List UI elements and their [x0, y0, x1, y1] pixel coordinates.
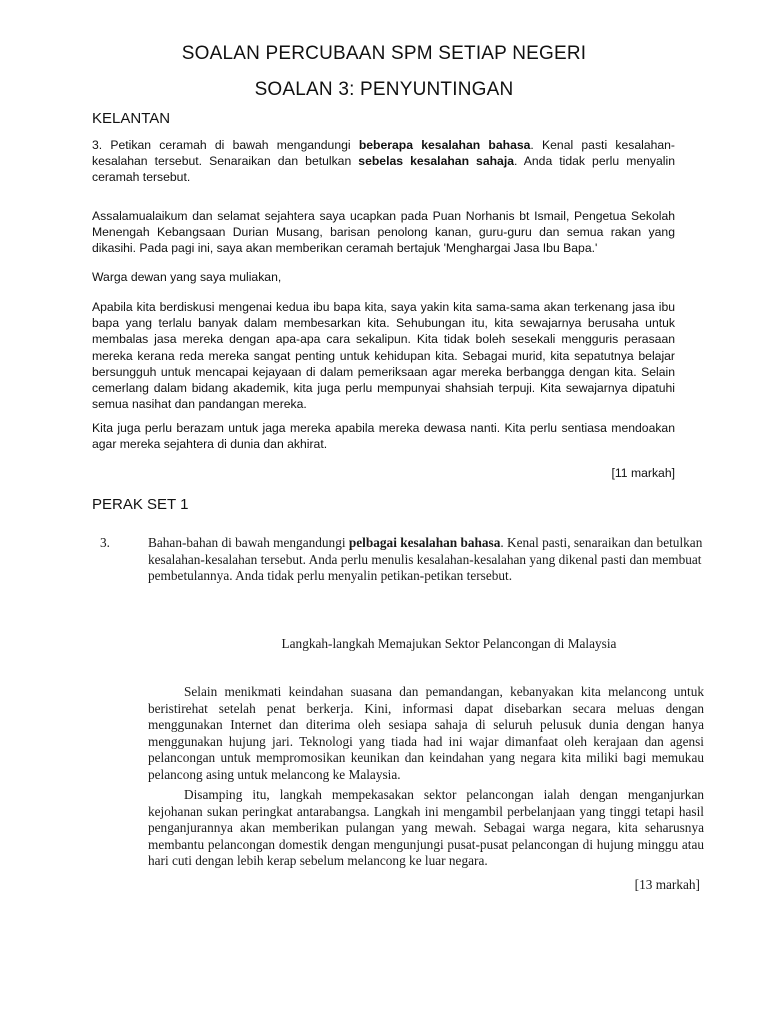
perak-paragraph-2: Disamping itu, langkah mempekasakan sektor pelancongan ialah dengan menganjurkan kejohanan sukan peringkat antarabangsa. Langkah ini mengambil perbelanjaan yang tinggi tetapi hasil penganjurannya akan memberikan pulangan yang mewah. Sebagai warga negara, kita seharusnya membantu pelancongan domestik dengan mengunjungi pusat-pusat pelancongan di hujung minggu atau hari cuti dengan lebih kerap sebelum melancong ke luar negara.: [148, 787, 704, 869]
document-subtitle: SOALAN 3: PENYUNTINGAN: [254, 79, 514, 100]
instruction-text: . Anda tidak perlu menyalin ceramah tersebut.: [92, 154, 675, 185]
kelantan-greeting-paragraph: Assalamualaikum dan selamat sejahtera saya ucapkan pada Puan Norhanis bt Ismail, Pengetua Sekolah Menengah Kebangsaan Durian Musang, barisan penolong kanan, guru-guru dan semua rakan yang dikasihi. Pada pagi ini, saya akan memberikan ceramah bertajuk 'Menghargai Jasa Ibu Bapa.': [92, 209, 675, 256]
perak-instruction: [148, 535, 708, 585]
instruction-text: . Kenal pasti, senaraikan dan betulkan kesalahan-kesalahan tersebut. Anda perlu menulis kesalahan-kesalahan yang dikenal pasti dan membuat pembetulannya. Anda tidak perlu menyalin petikan-petikan tersebut.: [148, 535, 703, 584]
kelantan-body-paragraph-1: Apabila kita berdiskusi mengenai kedua ibu bapa kita, saya yakin kita sama-sama akan terkenang jasa ibu bapa yang terlalu banyak dalam membesarkan kita. Sehubungan itu, kita sewajarnya berusaha untuk membalas jasa mereka dengan apa-apa cara sekalipun. Kita tidak boleh sesekali mengguris perasaan mereka kerana reda mereka sangat penting untuk kehidupan kita. Sebagai murid, kita sepatutnya belajar bersungguh untuk mencapai kejayaan di dalam pemeriksaan agar mereka berbangga dengan kita. Selain cemerlang dalam bidang akademik, kita juga perlu mempunyai shahsiah terpuji. Kita sewajarnya dipatuhi semua nasihat dan pandangan mereka.: [92, 300, 675, 412]
instruction-text: . Kenal pasti kesalahan-kesalahan tersebut. Senaraikan dan betulkan: [92, 138, 675, 169]
document-title: SOALAN PERCUBAAN SPM SETIAP NEGERI: [181, 43, 587, 64]
perak-paragraph-1: Selain menikmati keindahan suasana dan pemandangan, kebanyakan kita melancong untuk beristirehat setelah penat berkerja. Kini, informasi dapat disebarkan secara meluas dengan menggunakan Internet dan diterima oleh sesiapa sahaja di seluruh pelusuk dunia dengan hanya menggunakan hujung jari. Teknologi yang tiada had ini wajar dimanfaat oleh kerajaan dan agensi pelancongan untuk mempromosikan keunikan dan keindahan yang negara kita miliki bagi memukau pelancong asing untuk melancong ke Malaysia.: [148, 684, 704, 782]
perak-passage-title: Langkah-langkah Memajukan Sektor Pelancongan di Malaysia: [281, 636, 617, 651]
kelantan-instruction: [92, 137, 675, 186]
instruction-emphasis: sebelas kesalahan sahaja: [358, 154, 514, 169]
kelantan-body-paragraph-2: Kita juga perlu berazam untuk jaga mereka apabila mereka dewasa nanti. Kita perlu sentiasa mendoakan agar mereka sejahtera di dunia dan akhirat.: [92, 421, 675, 452]
instruction-text: Bahan-bahan di bawah mengandungi: [148, 535, 349, 550]
perak-question-number: 3.: [100, 535, 110, 550]
kelantan-marks: [11 markah]: [611, 466, 675, 480]
instruction-emphasis: pelbagai kesalahan bahasa: [348, 535, 501, 550]
instruction-text: 3. Petikan ceramah di bawah mengandungi: [92, 138, 359, 152]
section-heading-kelantan: KELANTAN: [92, 110, 171, 127]
perak-marks: [13 markah]: [634, 877, 700, 892]
kelantan-salutation: Warga dewan yang saya muliakan,: [92, 270, 282, 284]
section-heading-perak: PERAK SET 1: [92, 496, 189, 513]
instruction-emphasis: beberapa kesalahan bahasa: [358, 138, 531, 152]
